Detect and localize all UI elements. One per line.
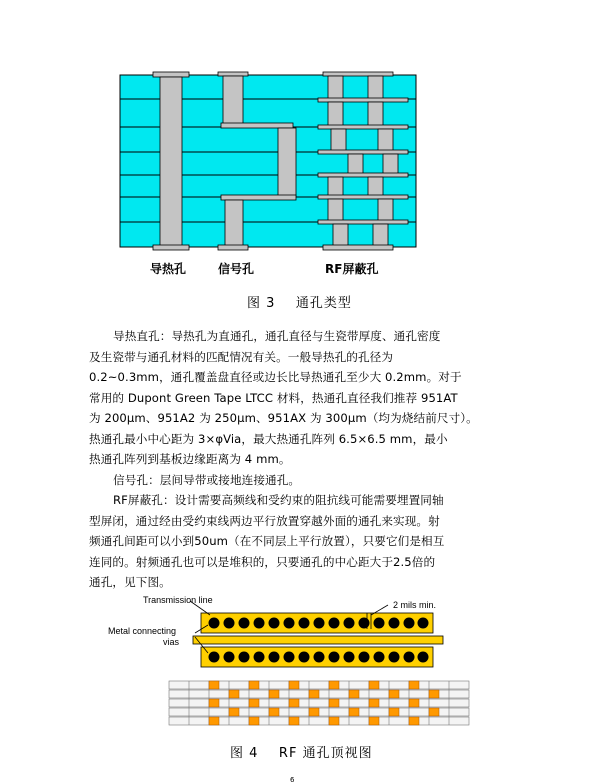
paragraph-line: 为 200μm、951A2 为 250μm、951AX 为 300μm（均为烧结前尺寸）。 — [89, 411, 478, 425]
paragraph-line: 通孔，见下图。 — [89, 575, 171, 589]
label-rf-via: RF屏蔽孔 — [325, 262, 379, 276]
label-transmission-line: Transmission line — [143, 595, 213, 605]
paragraph-line: 信号孔：层间导带或接地连接通孔。 — [113, 472, 301, 487]
paragraph-line: 及生瓷带与通孔材料的匹配情况有关。一般导热孔的孔径为 — [89, 349, 394, 364]
paragraph-line: 热通孔最小中心距为 3×φVia，最大热通孔阵列 6.5×6.5 mm，最小 — [89, 431, 448, 446]
label-signal-via: 信号孔 — [218, 262, 255, 276]
paragraph-line: 常用的 Dupont Green Tape LTCC 材料，热通孔直径我们推荐 951AT — [89, 390, 458, 405]
via-types-diagram — [118, 70, 418, 270]
body-text — [89, 326, 505, 593]
paragraph-line: 导热直孔：导热孔为直通孔，通孔直径与生瓷带厚度、通孔密度 — [113, 329, 441, 343]
transmission-line-bar — [193, 636, 443, 644]
paragraph-line: RF屏蔽孔：设计需要高频线和受约束的阻抗线可能需要埋置同轴 — [113, 493, 444, 507]
figure-3-caption: 图 3 通孔类型 — [247, 296, 352, 311]
page-number: 6 — [290, 776, 295, 784]
label-metal-vias-line1: Metal connecting — [108, 626, 177, 636]
figure-4-caption: 图 4 RF 通孔顶视图 — [230, 746, 373, 761]
label-thermal-via: 导热孔 — [150, 262, 187, 276]
label-metal-vias-line2: vias — [163, 637, 180, 647]
label-min-gap: 2 mils min. — [393, 600, 437, 610]
paragraph-line: 热通孔阵列到基板边缘距离为 4 mm。 — [89, 452, 291, 466]
paragraph-line: 频通孔间距可以小到50um（在不同层上平行放置），只要它们是相互 — [89, 534, 445, 548]
figure-3 — [118, 70, 418, 270]
paragraph-line: 0.2~0.3mm，通孔覆盖盘直径或边长比导热通孔至少大 0.2mm。对于 — [89, 370, 462, 384]
paragraph-line: 型屏闭，通过经由受约束线两边平行放置穿越外面的通孔来实现。射 — [89, 513, 440, 528]
paragraph-line: 连同的。射频通孔也可以是堆积的，只要通孔的中心距大于2.5倍的 — [89, 554, 436, 569]
